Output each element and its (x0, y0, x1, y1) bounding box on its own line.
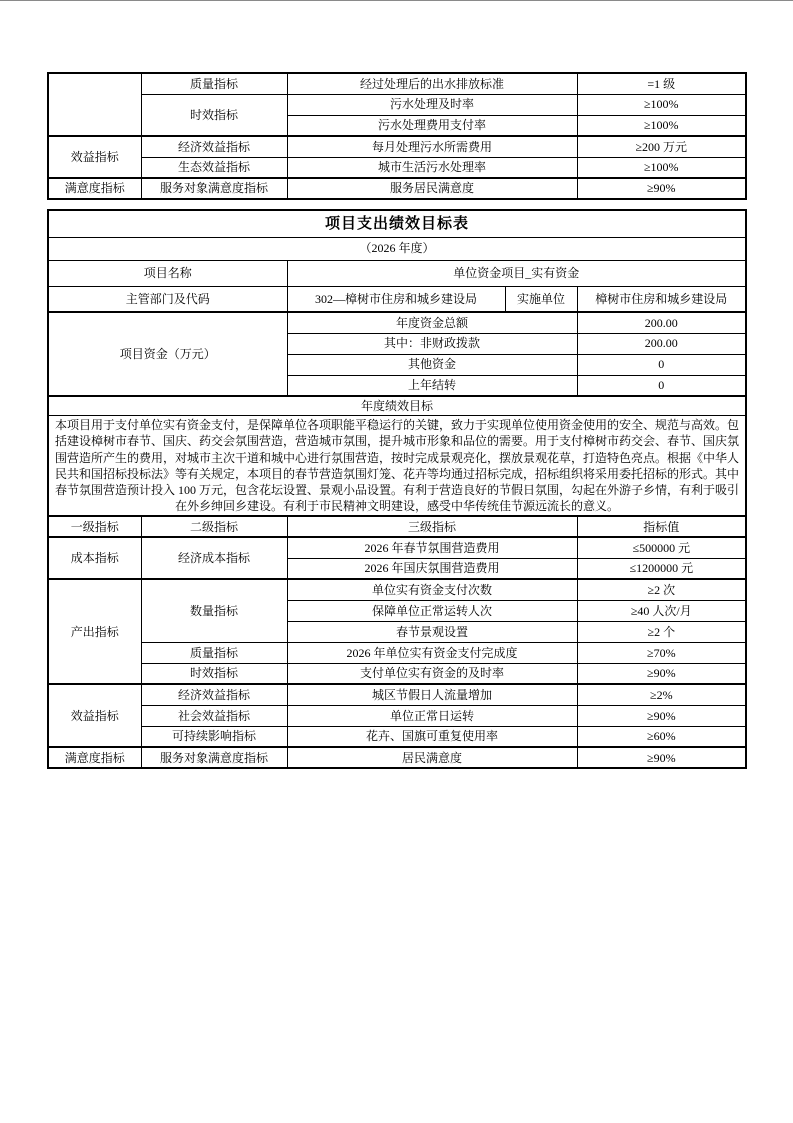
indicator-value: ≤1200000 元 (577, 558, 746, 579)
indicator-value: ≥2% (577, 684, 746, 705)
department-label: 主管部门及代码 (48, 286, 287, 312)
level2-label: 经济效益指标 (141, 136, 287, 157)
table-row (48, 726, 746, 747)
level3-indicator: 城市生活污水处理率 (287, 157, 577, 178)
indicator-value: ≥70% (577, 642, 746, 663)
implementing-unit-value: 樟树市住房和城乡建设局 (577, 286, 746, 312)
level2-quality-label: 质量指标 (141, 73, 287, 94)
table-subtitle-row (48, 237, 746, 260)
level2-time-label: 时效指标 (141, 94, 287, 136)
level3-indicator: 服务居民满意度 (287, 178, 577, 199)
indicator-value: ≥90% (577, 705, 746, 726)
level2-label: 经济成本指标 (141, 537, 287, 579)
level2-quantity-label: 数量指标 (141, 579, 287, 642)
header-level1: 一级指标 (48, 516, 141, 537)
indicator-value: ≤500000 元 (577, 537, 746, 558)
funds-item-value: 200.00 (577, 312, 746, 333)
department-row (48, 286, 746, 312)
level2-label: 经济效益指标 (141, 684, 287, 705)
table-row (48, 73, 746, 94)
annual-goal-text-row (48, 416, 746, 517)
level3-indicator: 污水处理费用支付率 (287, 115, 577, 136)
level1-output-label: 产出指标 (48, 579, 141, 684)
project-name-value: 单位资金项目_实有资金 (287, 260, 746, 286)
project-name-row (48, 260, 746, 286)
table-row (48, 178, 746, 199)
indicator-value: ≥90% (577, 747, 746, 768)
implementing-unit-label: 实施单位 (505, 286, 577, 312)
department-value: 302—樟树市住房和城乡建设局 (287, 286, 505, 312)
project-performance-target-table (47, 209, 747, 769)
level1-satisfaction-label: 满意度指标 (48, 747, 141, 768)
funds-item-label: 其中：非财政拨款 (287, 333, 577, 354)
header-level3: 三级指标 (287, 516, 577, 537)
level3-indicator: 花卉、国旗可重复使用率 (287, 726, 577, 747)
indicator-value: =1 级 (577, 73, 746, 94)
table-row (48, 157, 746, 178)
level2-time-label: 时效指标 (141, 663, 287, 684)
indicator-value: ≥100% (577, 115, 746, 136)
level3-indicator: 春节景观设置 (287, 621, 577, 642)
indicator-header-row (48, 516, 746, 537)
table-row (48, 684, 746, 705)
table-row (48, 663, 746, 684)
indicator-value: ≥200 万元 (577, 136, 746, 157)
table-row (48, 705, 746, 726)
level1-satisfaction-label: 满意度指标 (48, 178, 141, 199)
level1-benefit-label: 效益指标 (48, 684, 141, 747)
indicator-value: ≥100% (577, 94, 746, 115)
annual-goal-header-row (48, 396, 746, 416)
level3-indicator: 2026 年春节氛围营造费用 (287, 537, 577, 558)
indicator-value: ≥90% (577, 663, 746, 684)
indicator-value: ≥60% (577, 726, 746, 747)
table-row (48, 747, 746, 768)
level3-indicator: 单位实有资金支付次数 (287, 579, 577, 600)
level2-label: 服务对象满意度指标 (141, 747, 287, 768)
table-title: 项目支出绩效目标表 (48, 210, 746, 237)
funds-item-value: 200.00 (577, 333, 746, 354)
indicator-table-continued (47, 72, 747, 200)
table-row (48, 94, 746, 115)
level2-label: 社会效益指标 (141, 705, 287, 726)
level3-indicator: 单位正常日运转 (287, 705, 577, 726)
indicator-value: ≥100% (577, 157, 746, 178)
level3-indicator: 居民满意度 (287, 747, 577, 768)
funds-item-value: 0 (577, 354, 746, 375)
table-title-row (48, 210, 746, 237)
table-row (48, 136, 746, 157)
level2-quality-label: 质量指标 (141, 642, 287, 663)
indicator-value: ≥2 次 (577, 579, 746, 600)
indicator-value: ≥90% (577, 178, 746, 199)
level3-indicator: 污水处理及时率 (287, 94, 577, 115)
annual-goal-label: 年度绩效目标 (48, 396, 746, 416)
level3-indicator: 支付单位实有资金的及时率 (287, 663, 577, 684)
table-row (48, 579, 746, 600)
funds-item-label: 上年结转 (287, 375, 577, 396)
project-funds-label: 项目资金（万元） (48, 312, 287, 396)
indicator-value: ≥2 个 (577, 621, 746, 642)
header-value: 指标值 (577, 516, 746, 537)
table-row (48, 642, 746, 663)
indicator-value: ≥40 人次/月 (577, 600, 746, 621)
level3-indicator: 经过处理后的出水排放标准 (287, 73, 577, 94)
project-name-label: 项目名称 (48, 260, 287, 286)
level3-indicator: 城区节假日人流量增加 (287, 684, 577, 705)
funds-item-label: 年度资金总额 (287, 312, 577, 333)
level1-benefit-label: 效益指标 (48, 136, 141, 178)
table-gap (47, 200, 746, 209)
level1-cost-label: 成本指标 (48, 537, 141, 579)
funds-item-label: 其他资金 (287, 354, 577, 375)
level3-indicator: 保障单位正常运转人次 (287, 600, 577, 621)
header-level2: 二级指标 (141, 516, 287, 537)
funds-item-value: 0 (577, 375, 746, 396)
level2-label: 生态效益指标 (141, 157, 287, 178)
level2-label: 可持续影响指标 (141, 726, 287, 747)
table-row (48, 537, 746, 558)
annual-goal-text: 本项目用于支付单位实有资金支付，是保障单位各项职能平稳运行的关键，致力于实现单位使用资金使用的安全、规范与高效。包括建设樟树市春节、国庆、药交会氛围营造，营造城市氛围，提升城市形象和品位的需要。用于支付樟树市药交会、春节、国庆氛围营造所产生的费用，对城市主次干道和城中心进行氛围营造，按时完成景观亮化，摆放景观花草，打造特色亮点。根据《中华人民共和国招标投标法》等有关规定，本项目的春节营造氛围灯笼、花卉等均通过招标完成，招标组织将采用委托招标的形式。其中春节氛围营造预计投入 100 万元，包含花坛设置、景观小品设置。有利于营造良好的节假日氛围，勾起在外游子乡情，有利于吸引在外乡绅回乡建设。有利于市民精神文明建设，感受中华传统佳节源远流长的意义。 (48, 416, 746, 517)
level2-label: 服务对象满意度指标 (141, 178, 287, 199)
level3-indicator: 2026 年国庆氛围营造费用 (287, 558, 577, 579)
level1-empty-cell (48, 73, 141, 136)
level3-indicator: 2026 年单位实有资金支付完成度 (287, 642, 577, 663)
table-subtitle: （2026 年度） (48, 237, 746, 260)
document-content (47, 72, 746, 769)
funds-row (48, 312, 746, 333)
level3-indicator: 每月处理污水所需费用 (287, 136, 577, 157)
